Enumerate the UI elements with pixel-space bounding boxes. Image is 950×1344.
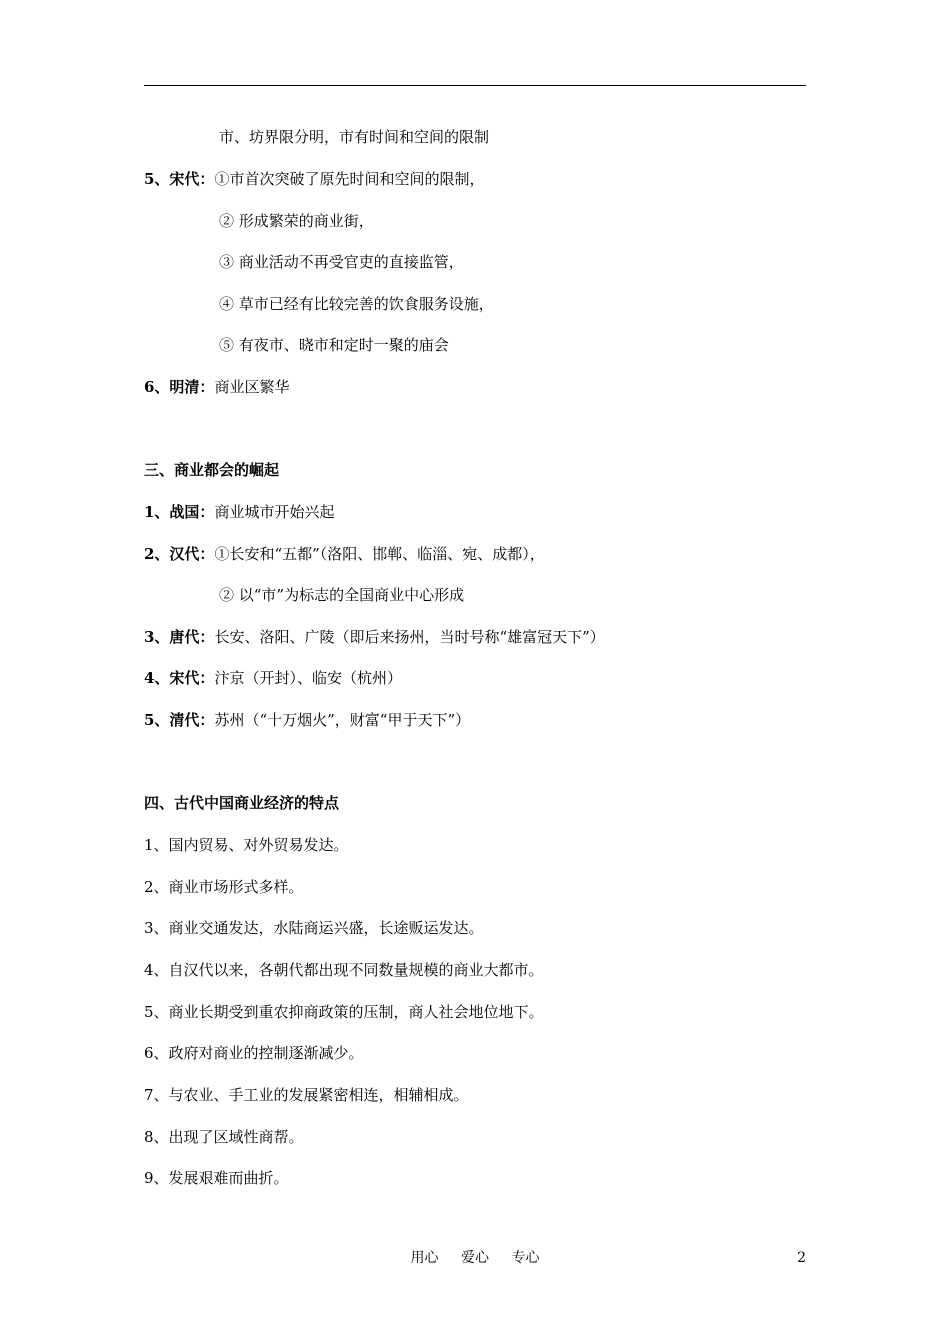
line-label: 4、宋代： [144, 669, 215, 687]
footer-word: 用心 [410, 1250, 439, 1266]
section2-line-3 [219, 252, 464, 272]
line-label: 3、唐代： [144, 628, 215, 646]
line-text: ② 以“市”为标志的全国商业中心形成 [219, 586, 465, 604]
section3-heading: 三、商业都会的崛起 [144, 461, 280, 479]
section4-item-2: 2、商业市场形式多样。 [144, 878, 304, 896]
section2-line-1 [144, 169, 484, 189]
section2-line-4 [219, 294, 494, 314]
section2-line-6 [144, 377, 289, 397]
section4-item-1: 1、国内贸易、对外贸易发达。 [144, 836, 349, 854]
section4-item-3: 3、商业交通发达，水陆商运兴盛，长途贩运发达。 [144, 919, 484, 937]
section3-line-3 [144, 627, 605, 647]
line-text: ①长安和“五都”（洛阳、邯郸、临淄、宛、成都）， [214, 545, 545, 563]
line-text: 苏州（“十万烟火”，财富“甲于天下”） [214, 711, 471, 729]
section2-line-0 [219, 127, 489, 147]
line-label: 5、宋代： [144, 170, 215, 188]
line-label: 5、清代： [144, 711, 215, 729]
line-text: 市、坊界限分明，市有时间和空间的限制 [219, 128, 490, 146]
line-text: ② 形成繁荣的商业街， [219, 212, 374, 230]
section4-item-8: 8、出现了区域性商帮。 [144, 1128, 304, 1146]
section2-line-5 [219, 335, 449, 355]
footer-slogan [0, 1249, 950, 1267]
line-text: ⑤ 有夜市、晓市和定时一聚的庙会 [219, 336, 449, 354]
section3-line-5 [144, 710, 470, 730]
line-text: ③ 商业活动不再受官吏的直接监管， [219, 253, 464, 271]
section3-line-1 [144, 544, 545, 564]
footer-word: 专心 [511, 1250, 540, 1266]
section4-item-6: 6、政府对商业的控制逐渐减少。 [144, 1044, 364, 1062]
section4-item-4: 4、自汉代以来，各朝代都出现不同数量规模的商业大都市。 [144, 961, 544, 979]
line-text: 商业城市开始兴起 [214, 503, 335, 521]
line-label: 2、汉代： [144, 545, 215, 563]
section3-line-4 [144, 668, 402, 688]
line-text: 商业区繁华 [214, 378, 290, 396]
line-text: ①市首次突破了原先时间和空间的限制， [214, 170, 485, 188]
section4-item-5: 5、商业长期受到重农抑商政策的压制，商人社会地位地下。 [144, 1003, 544, 1021]
page-number: 2 [797, 1250, 806, 1266]
header-rule [144, 85, 806, 86]
section2-line-2 [219, 211, 374, 231]
section3-line-2 [219, 585, 464, 605]
line-text: 汴京（开封）、临安（杭州） [214, 669, 402, 687]
line-label: 1、战国： [144, 503, 215, 521]
footer-word: 爱心 [461, 1250, 489, 1266]
line-text: 长安、洛阳、广陵（即后来扬州，当时号称“雄富冠天下”） [214, 628, 605, 646]
section4-item-9: 9、发展艰难而曲折。 [144, 1169, 289, 1187]
line-label: 6、明清： [144, 378, 215, 396]
section3-line-0 [144, 502, 334, 522]
section4-item-7: 7、与农业、手工业的发展紧密相连，相辅相成。 [144, 1086, 469, 1104]
line-text: ④ 草市已经有比较完善的饮食服务设施， [219, 295, 494, 313]
section4-heading: 四、古代中国商业经济的特点 [144, 794, 340, 812]
